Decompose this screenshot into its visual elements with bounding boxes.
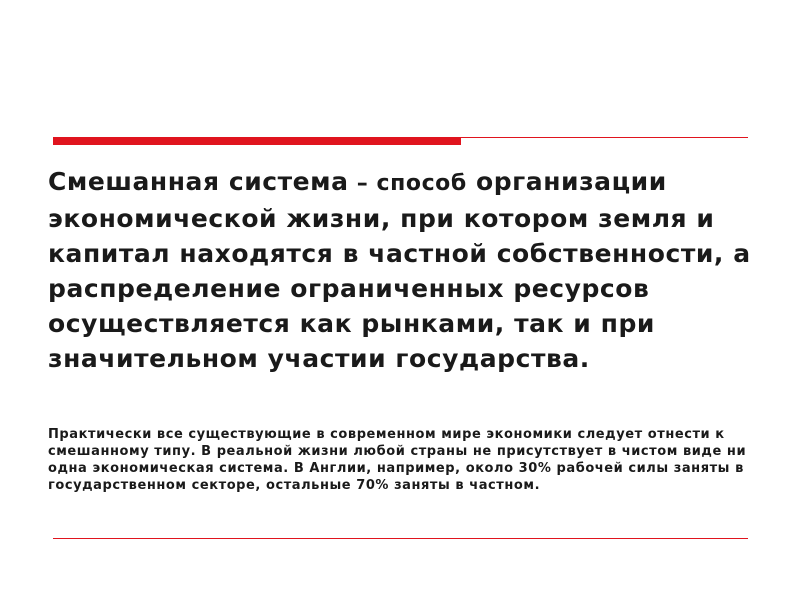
definition-body: организации экономической жизни, при котором земля и капитал находятся в частной собственности, а распределение ограниченных ресурсов осуществляется как рынками, так и при значительном участии государства.	[48, 167, 751, 373]
definition-term: Смешанная система	[48, 167, 349, 196]
definition-paragraph	[48, 164, 778, 376]
note-paragraph: Практически все существующие в современном мире экономики следует отнести к смешанному типу. В реальной жизни любой страны не присутствует в чистом виде ни одна экономическая система. В Англии, например, около 30% рабочей силы заняты в государственном секторе, остальные 70% заняты в частном.	[48, 427, 747, 493]
definition-lead: – способ	[348, 171, 467, 196]
bottom-accent-rule	[53, 538, 748, 539]
top-accent-bar	[53, 137, 461, 145]
top-accent-rule	[461, 137, 748, 138]
